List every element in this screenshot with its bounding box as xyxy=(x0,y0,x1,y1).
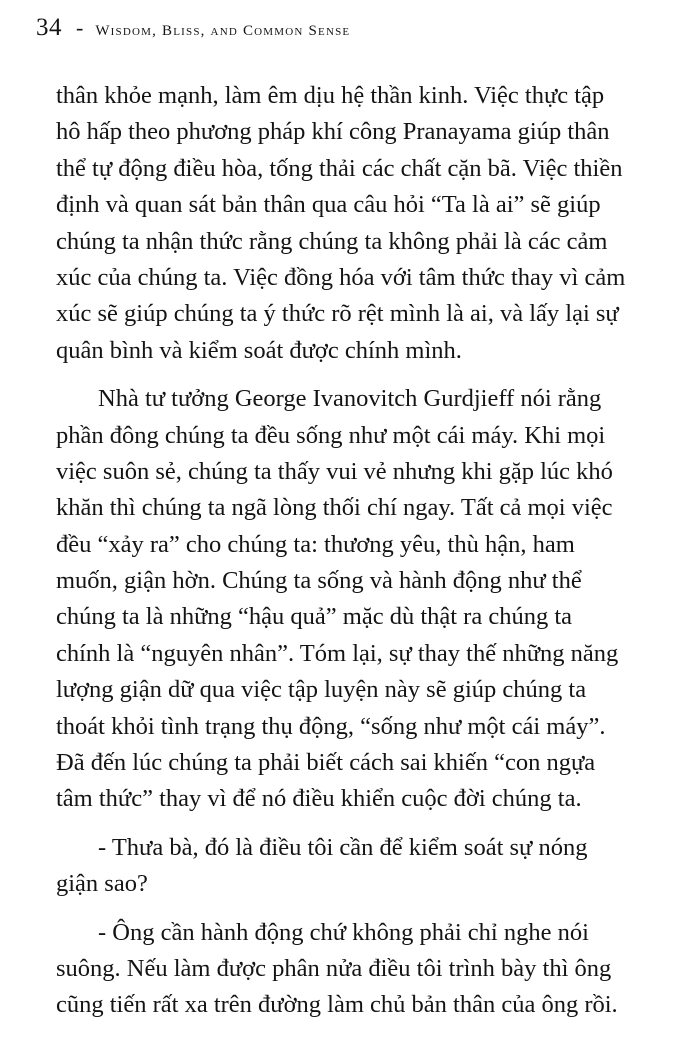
text-line: phần đông chúng ta đều sống như một cái máy. Khi mọi xyxy=(56,421,606,449)
text-line: định và quan sát bản thân qua câu hỏi “Ta là ai” sẽ giúp xyxy=(56,191,601,219)
text-line: chính là “nguyên nhân”. Tóm lại, sự thay thế những năng xyxy=(56,639,619,667)
body-text xyxy=(56,78,676,1024)
text-line: cũng tiến rất xa trên đường làm chủ bản thân của ông rồi. xyxy=(56,991,618,1019)
text-line: - Ông cần hành động chứ không phải chỉ nghe nói xyxy=(98,918,589,946)
text-line: thân khỏe mạnh, làm êm dịu hệ thần kinh. Việc thực tập xyxy=(56,82,605,109)
paragraph xyxy=(56,915,676,1024)
text-line: Nhà tư tưởng George Ivanovitch Gurdjieff nói rằng xyxy=(98,385,602,413)
text-line: tâm thức” thay vì để nó điều khiển cuộc đời chúng ta. xyxy=(56,785,582,813)
book-title: Wisdom, Bliss, and Common Sense xyxy=(95,23,351,39)
text-line: hô hấp theo phương pháp khí công Pranayama giúp thân xyxy=(56,118,610,146)
page-number: 34 xyxy=(36,14,62,41)
text-line: muốn, giận hờn. Chúng ta sống và hành động như thể xyxy=(56,567,582,595)
text-line: thể tự động điều hòa, tống thải các chất cặn bã. Việc thiền xyxy=(56,154,623,182)
text-line: chúng ta nhận thức rằng chúng ta không phải là các cảm xyxy=(56,227,608,255)
text-line: chúng ta là những “hậu quả” mặc dù thật ra chúng ta xyxy=(56,603,573,631)
paragraph xyxy=(56,381,676,818)
text-line: xúc sẽ giúp chúng ta ý thức rõ rệt mình là ai, và lấy lại sự xyxy=(56,300,619,328)
text-line: đều “xảy ra” cho chúng ta: thương yêu, thù hận, ham xyxy=(56,530,575,558)
text-line: việc suôn sẻ, chúng ta thấy vui vẻ nhưng khi gặp lúc khó xyxy=(56,457,613,485)
text-line: thoát khỏi tình trạng thụ động, “sống như một cái máy”. xyxy=(56,712,606,740)
running-header xyxy=(36,14,350,48)
paragraph xyxy=(56,78,676,369)
text-line: - Thưa bà, đó là điều tôi cần để kiểm soát sự nóng xyxy=(98,833,588,861)
text-line: Đã đến lúc chúng ta phải biết cách sai khiến “con ngựa xyxy=(56,749,596,777)
text-line: giận sao? xyxy=(56,870,148,898)
text-line: suông. Nếu làm được phân nửa điều tôi trình bày thì ông xyxy=(56,954,612,982)
text-line: lượng giận dữ qua việc tập luyện này sẽ giúp chúng ta xyxy=(56,676,587,704)
header-separator: - xyxy=(76,15,84,40)
paragraph xyxy=(56,830,676,903)
text-line: quân bình và kiểm soát được chính mình. xyxy=(56,336,462,364)
text-line: xúc của chúng ta. Việc đồng hóa với tâm thức thay vì cảm xyxy=(56,263,626,291)
text-line: khăn thì chúng ta ngã lòng thối chí ngay. Tất cả mọi việc xyxy=(56,494,613,522)
